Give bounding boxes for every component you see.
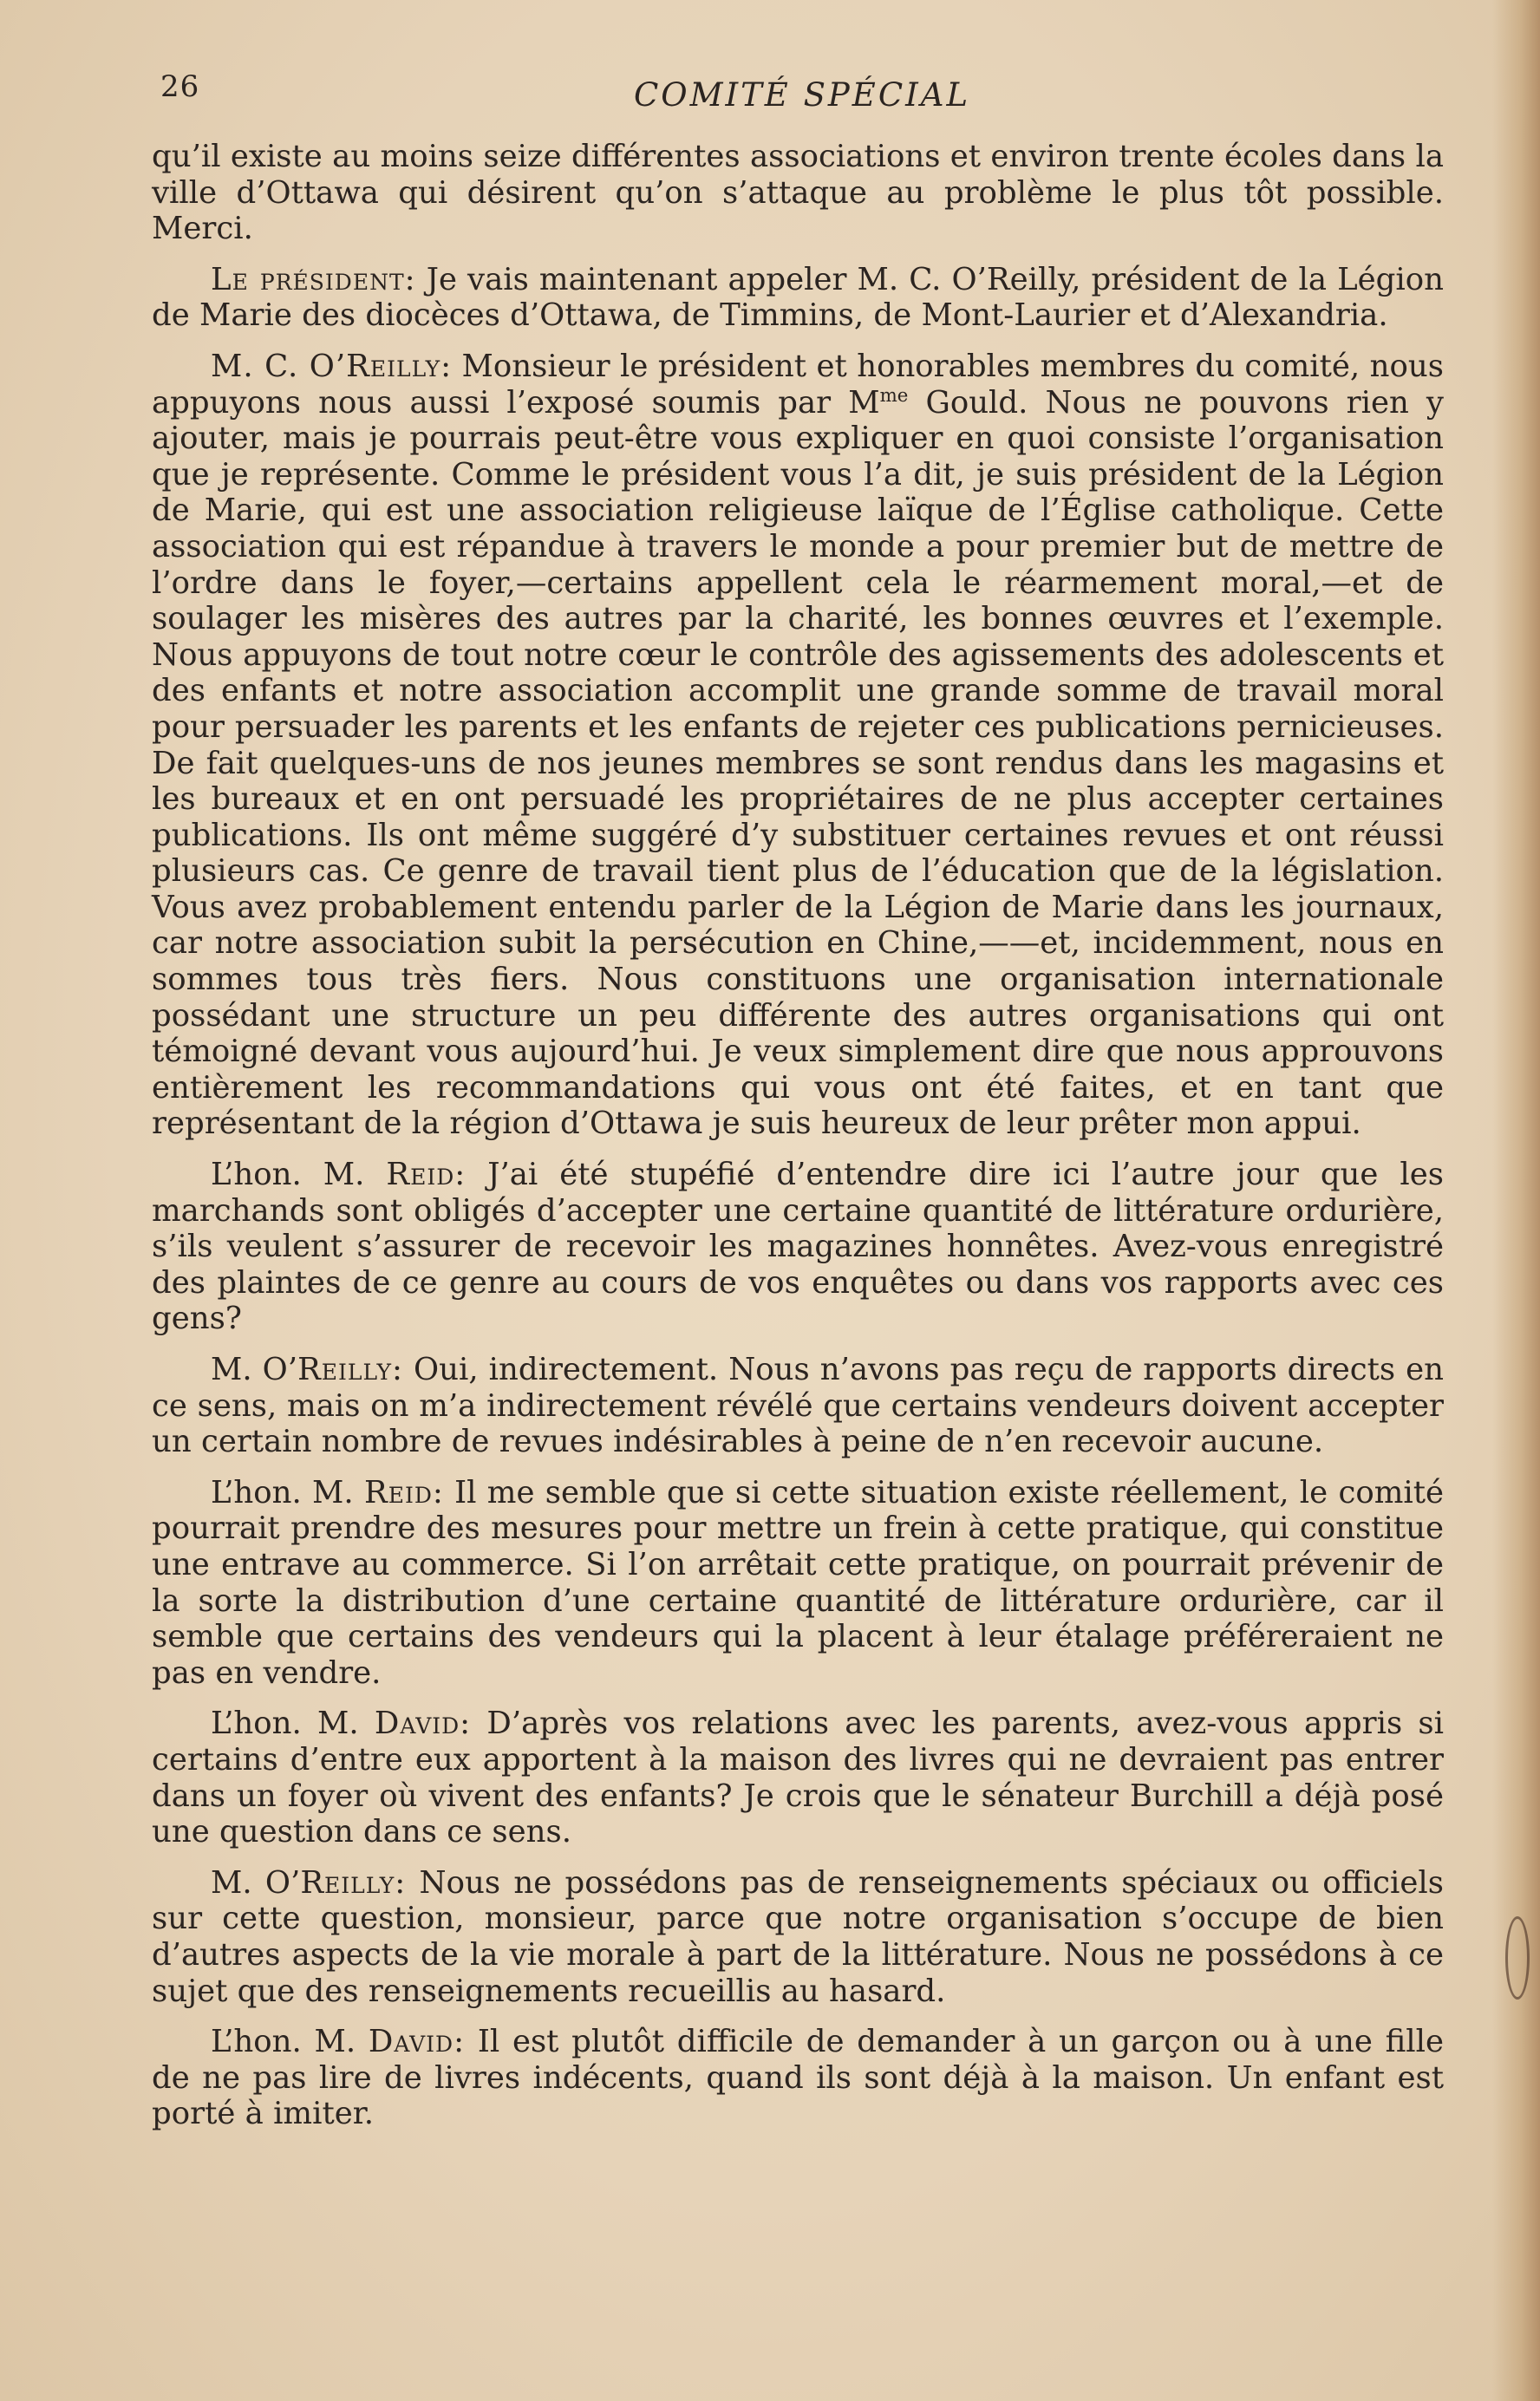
paragraph-continuation xyxy=(152,139,1444,247)
speaker-name: Reid: xyxy=(386,1157,467,1193)
paragraph-text: J’ai été stupéfié d’entendre dire ici l’autre jour que les marchands sont obligés d’accepter une certaine quantité de littérature ordurière, s’ils veulent s’assurer de recevoir les magazines honnêtes. Avez-vous enregistré des plaintes de ce genre au cours de vos enquêtes ou dans vos rapports avec ces gens? xyxy=(152,1157,1444,1337)
speaker-name: Reilly: xyxy=(297,1352,403,1387)
paragraph-david-comment xyxy=(152,2024,1444,2132)
speaker-prefix: L’hon. M. xyxy=(211,1474,364,1510)
paragraph-david-question xyxy=(152,1706,1444,1850)
paragraph-text: Nous ne possédons pas de renseignements spéciaux ou officiels sur cette question, monsieur, parce que notre organisation s’occupe de bien d’autres aspects de la vie morale à part de la littérature. Nous ne possédons à ce sujet que des renseignements recueillis au hasard. xyxy=(152,1864,1444,2009)
speaker-name: Reid: xyxy=(363,1474,444,1510)
paragraph-oreilly-answer xyxy=(152,1352,1444,1460)
speaker-prefix: M. O’ xyxy=(211,1352,298,1387)
paragraph-text: Gould. Nous ne pouvons rien y ajouter, mais je pourrais peut-être vous expliquer en quoi consiste l’organisation que je représente. Comme le président vous l’a dit, je suis président de la Légion de Marie, qui est une association religieuse laïque de l’Église catholique. Cette association qui est répandue à travers le monde a pour premier but de mettre de l’ordre dans le foyer,—certains appellent cela le réarmement moral,—et de soulager les misères des autres par la charité, les bonnes œuvres et l’exemple. Nous appuyons de tout notre cœur le contrôle des agissements des adolescents et des enfants et notre association accomplit une grande somme de travail moral pour persuader les parents et les enfants de rejeter ces publications pernicieuses. De fait quelques-uns de nos jeunes membres se sont rendus dans les magasins et les bureaux et en ont persuadé les propriétaires de ne plus accepter certaines publications. Ils ont même suggéré d’y substituer certaines revues et ont réussi plusieurs cas. Ce genre de travail tient plus de l’éducation que de la législation. Vous avez probablement entendu parler de la Légion de Marie dans les journaux, car notre association subit la persécution en Chine,——et, incidemment, nous en sommes tous très fiers. Nous constituons une organisation internationale possédant une structure un peu différente des autres organisations qui ont témoigné devant vous aujourd’hui. Je veux simplement dire que nous approuvons entièrement les recommandations qui vous ont été faites, et en tant que représentant de la région d’Ottawa je suis heureux de leur prêter mon appui. xyxy=(152,384,1444,1142)
superscript: me xyxy=(879,384,909,407)
paragraph-text: Je vais maintenant appeler M. C. O’Reilly, président de la Légion de Marie des diocèces d’Ottawa, de Timmins, de Mont-Laurier et d’Alexandria. xyxy=(152,261,1445,334)
paragraph-text: Il est plutôt difficile de demander à un garçon ou à une fille de ne pas lire de livres indécents, quand ils sont déjà à la maison. Un enfant est porté à imiter. xyxy=(152,2024,1444,2132)
paragraph-text: Oui, indirectement. Nous n’avons pas reçu de rapports directs en ce sens, mais on m’a indirectement révélé que certains vendeurs doivent accepter un certain nombre de revues indésirables à peine de n’en recevoir aucune. xyxy=(152,1352,1445,1460)
speaker-name: David: xyxy=(374,1706,472,1742)
speaker-prefix: M. O’ xyxy=(211,1864,301,1901)
speaker-prefix: L’hon. M. xyxy=(211,2024,369,2060)
running-head: COMITÉ SPÉCIAL xyxy=(633,76,971,114)
page-header xyxy=(160,69,1444,130)
speaker-name: M. C. O’Reilly: xyxy=(211,348,453,384)
paragraph-oreilly-statement xyxy=(152,349,1444,1142)
speaker-name: David: xyxy=(368,2024,466,2060)
speaker-name: Le président: xyxy=(211,261,416,297)
paragraph-reid-comment xyxy=(152,1475,1444,1692)
page-number: 26 xyxy=(160,69,200,104)
paragraph-text: D’après vos relations avec les parents, avez-vous appris si certains d’entre eux apportent à la maison des livres qui ne devraient pas entrer dans un foyer où vivent des enfants? Je crois que le sénateur Burchill a déjà posé une question dans ce sens. xyxy=(152,1706,1445,1850)
paragraph-text: qu’il existe au moins seize différentes associations et environ trente écoles dans la ville d’Ottawa qui désirent qu’on s’attaque au problème le plus tôt possible. Merci. xyxy=(152,139,1444,247)
speaker-prefix: L’hon. M. xyxy=(211,1706,375,1742)
page-edge-shadow xyxy=(1492,0,1540,2401)
paragraph-text: Monsieur le président et honorables membres du comité, nous appuyons nous aussi l’exposé soumis par M xyxy=(152,348,1444,421)
body-text xyxy=(152,139,1444,2147)
paragraph-president xyxy=(152,262,1444,334)
binding-clip-mark xyxy=(1505,1916,1530,2000)
speaker-prefix: L’hon. M. xyxy=(211,1157,387,1193)
paragraph-reid-question xyxy=(152,1157,1444,1337)
speaker-name: Reilly: xyxy=(300,1864,407,1901)
paragraph-text: Il me semble que si cette situation existe réellement, le comité pourrait prendre des mesures pour mettre un frein à cette pratique, qui constitue une entrave au commerce. Si l’on arrêtait cette pratique, on pourrait prévenir de la sorte la distribution d’une certaine quantité de littérature ordurière, car il semble que certains des vendeurs qui la placent à leur étalage préféreraient ne pas en vendre. xyxy=(152,1474,1444,1691)
paragraph-oreilly-reply xyxy=(152,1865,1444,2009)
